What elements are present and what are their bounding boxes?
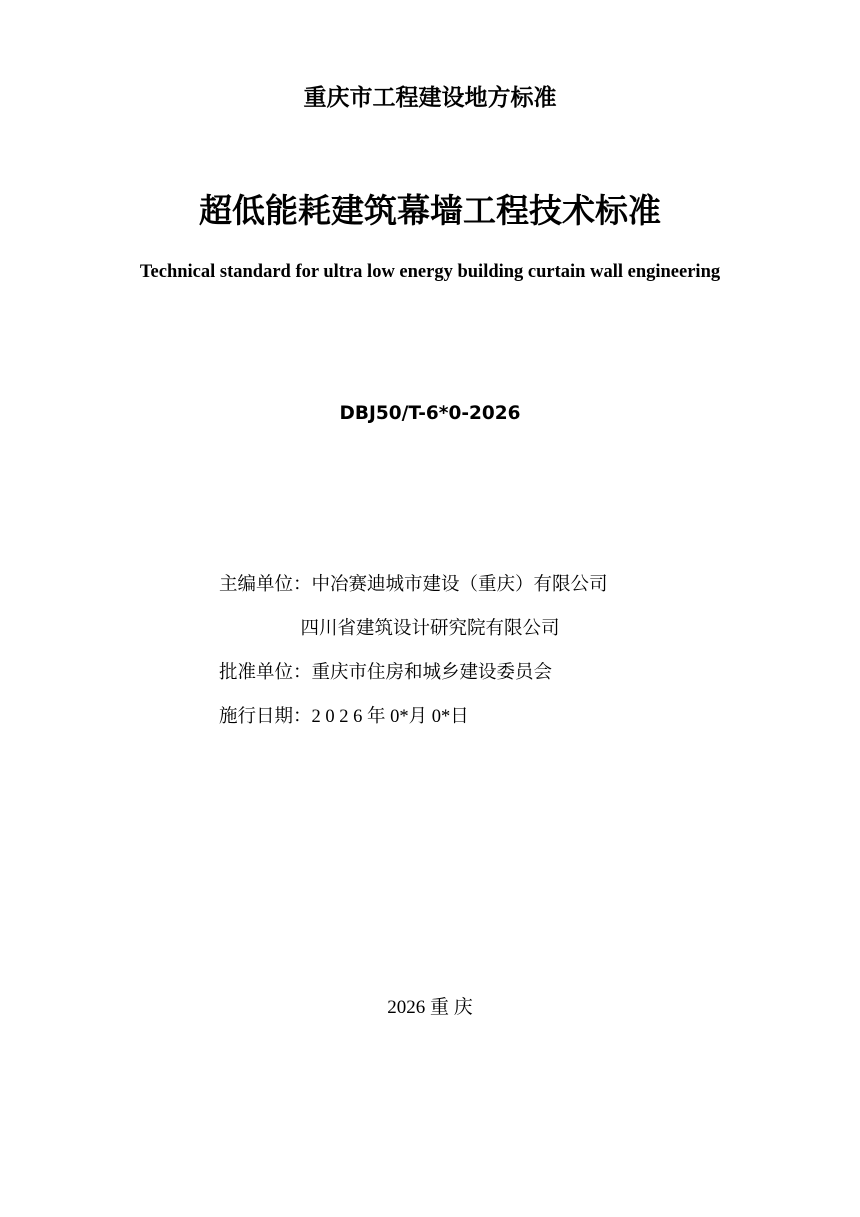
co-editor: 四川省建筑设计研究院有限公司 <box>300 618 560 639</box>
approver-row <box>219 659 552 687</box>
document-title-english: Technical standard for ultra low energy building curtain wall engineering <box>139 262 721 282</box>
approver-value: 重庆市住房和城乡建设委员会 <box>311 662 553 683</box>
effective-date-label: 施行日期： <box>219 706 312 727</box>
effective-date-row <box>219 703 469 731</box>
chief-editor-label: 主编单位： <box>219 574 312 595</box>
document-title-chinese: 超低能耗建筑幕墙工程技术标准 <box>199 191 661 230</box>
approver-label: 批准单位： <box>219 662 312 683</box>
standard-code: DBJ50/T-6*0-2026 <box>339 403 521 424</box>
footer-year-place: 2026 重 庆 <box>387 997 473 1018</box>
series-title: 重庆市工程建设地方标准 <box>303 85 557 111</box>
chief-editor-value: 中冶赛迪城市建设（重庆）有限公司 <box>311 574 608 595</box>
effective-date-value: 2 0 2 6 年 0*月 0*日 <box>311 707 469 727</box>
chief-editor-row <box>219 571 608 599</box>
